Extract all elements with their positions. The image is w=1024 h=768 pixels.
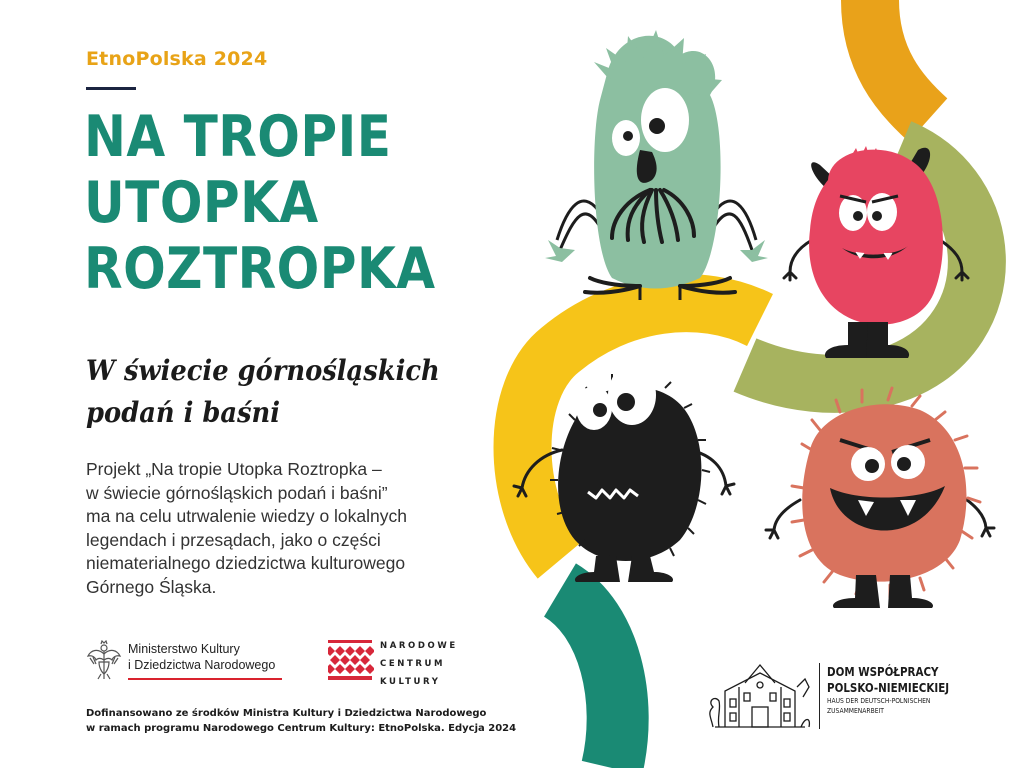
- project-label: EtnoPolska 2024: [86, 48, 268, 70]
- funding-line-1: Dofinansowano ze środków Ministra Kultury i Dziedzictwa Narodowego: [86, 708, 487, 719]
- title-line-3: ROZTROPKA: [84, 236, 436, 302]
- green-monster: [545, 30, 768, 300]
- nck-line-2: CENTRUM: [380, 659, 446, 669]
- poster-title: [84, 104, 436, 302]
- nck-line-1: NARODOWE: [380, 641, 458, 651]
- nck-pattern-icon: [328, 636, 374, 682]
- dom-wspolpracy-logo: [705, 657, 1005, 737]
- title-divider: [86, 87, 136, 90]
- teal-ribbon: [560, 590, 618, 768]
- description-line: Projekt „Na tropie Utopka Roztropka –: [86, 459, 382, 479]
- subtitle-line-1: W świecie górnośląskich: [86, 354, 440, 387]
- dom-line-3: HAUS DER DEUTSCH-POLNISCHEN: [827, 697, 931, 705]
- ministry-name-line-2: i Dziedzictwa Narodowego: [128, 658, 276, 672]
- nck-line-3: KULTURY: [380, 677, 441, 687]
- title-line-2: UTOPKA: [84, 170, 319, 236]
- dom-line-4: ZUSAMMENARBEIT: [827, 707, 884, 715]
- dom-line-2: POLSKO-NIEMIECKIEJ: [827, 681, 950, 695]
- description-line: Górnego Śląska.: [86, 576, 217, 597]
- orange-ribbon: [870, 0, 928, 120]
- manor-house-icon: [705, 657, 815, 735]
- description-line: niematerialnego dziedzictwa kulturowego: [86, 553, 406, 573]
- ministry-name-line-1: Ministerstwo Kultury: [128, 642, 240, 656]
- description-line: ma na celu utrwalenie wiedzy o lokalnych: [86, 506, 407, 526]
- project-description: [86, 458, 486, 599]
- ministry-logo: [86, 638, 286, 682]
- subtitle-line-2: podań i baśni: [86, 396, 281, 429]
- ministry-red-rule: [128, 678, 282, 680]
- poster-subtitle: [86, 350, 440, 434]
- dom-line-1: DOM WSPÓŁPRACY: [827, 665, 939, 679]
- eagle-emblem-icon: [86, 640, 122, 680]
- funding-note: [86, 706, 516, 736]
- description-line: w świecie górnośląskich podań i baśni”: [86, 482, 388, 503]
- nck-logo: [328, 636, 468, 686]
- orange-monster: [766, 388, 994, 608]
- ribbon-decoration: [523, 0, 977, 768]
- dom-logo-divider: [819, 663, 820, 729]
- title-line-1: NA TROPIE: [84, 104, 392, 170]
- monster-illustration: [488, 0, 1024, 768]
- description-line: legendach i przesądach, jako o części: [86, 529, 381, 550]
- funding-line-2: w ramach programu Narodowego Centrum Kultury: EtnoPolska. Edycja 2024: [86, 723, 517, 734]
